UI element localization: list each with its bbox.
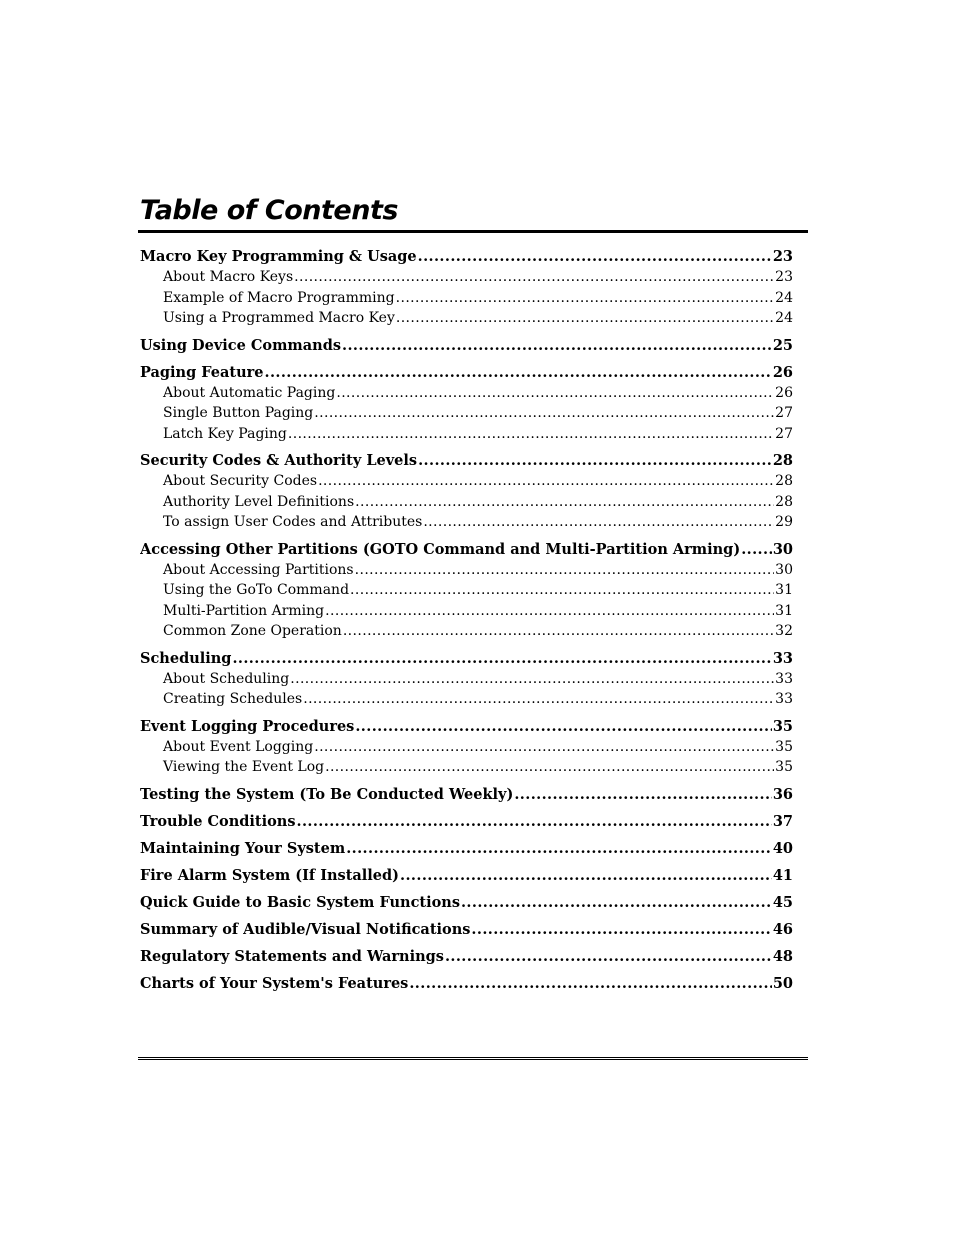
dot-leader [336, 383, 774, 404]
toc-page-number: 23 [775, 269, 793, 285]
dot-leader [355, 492, 774, 513]
toc-page-number: 33 [775, 670, 793, 687]
toc-page-number: 29 [775, 514, 793, 530]
toc-section-entry[interactable] [140, 784, 793, 805]
toc-section-label: Quick Guide to Basic System Functions [140, 893, 460, 911]
dot-leader [471, 919, 771, 940]
toc-page-number: 30 [775, 561, 793, 578]
toc-page-number: 30 [772, 540, 793, 558]
toc-subsection-entry[interactable] [140, 308, 793, 329]
dot-leader [741, 539, 772, 560]
toc-subsection-entry[interactable] [140, 383, 793, 404]
toc-subsection-entry[interactable] [140, 288, 793, 309]
table-of-contents [140, 246, 793, 994]
toc-subsection-entry[interactable] [140, 669, 793, 690]
dot-leader [325, 601, 774, 622]
toc-subsection-entry[interactable] [140, 424, 793, 445]
toc-subsection-label: Latch Key Paging [163, 425, 287, 442]
toc-page-number: 35 [775, 738, 793, 755]
toc-section-label: Accessing Other Partitions (GOTO Command and Multi-Partition Arming) [140, 540, 741, 558]
toc-subsection-entry[interactable] [140, 560, 793, 581]
toc-section-label: Macro Key Programming & Usage [140, 248, 417, 265]
toc-section-label: Paging Feature [140, 363, 264, 381]
toc-page-number: 26 [775, 384, 793, 401]
dot-leader [355, 560, 775, 581]
dot-leader [232, 648, 771, 669]
toc-section-label: Fire Alarm System (If Installed) [140, 866, 400, 884]
toc-page-number: 25 [772, 336, 793, 354]
toc-section-label: Maintaining Your System [140, 839, 346, 857]
toc-section-entry[interactable] [140, 973, 793, 994]
toc-section-entry[interactable] [140, 246, 793, 267]
toc-page-number: 28 [775, 473, 793, 489]
dot-leader [314, 737, 774, 758]
dot-leader [318, 471, 774, 492]
toc-subsection-label: About Security Codes [163, 473, 318, 489]
page-title: Table of Contents [140, 195, 398, 226]
dot-leader [265, 362, 772, 383]
dot-leader [343, 621, 774, 642]
dot-leader [346, 838, 772, 859]
toc-page-number: 27 [775, 425, 793, 442]
toc-page-number: 45 [772, 893, 793, 911]
toc-subsection-label: About Event Logging [163, 738, 314, 755]
toc-section-label: Summary of Audible/Visual Notifications [140, 920, 471, 938]
toc-page-number: 35 [775, 759, 793, 775]
footer-rule [138, 1057, 808, 1060]
toc-section-label: Testing the System (To Be Conducted Weekly) [140, 785, 514, 803]
toc-subsection-label: Authority Level Definitions [163, 493, 355, 510]
toc-subsection-label: Example of Macro Programming [163, 289, 395, 306]
dot-leader [303, 689, 774, 710]
toc-subsection-label: Creating Schedules [163, 691, 303, 707]
toc-page-number: 35 [772, 717, 793, 735]
toc-subsection-label: Common Zone Operation [163, 623, 342, 639]
dot-leader [355, 716, 771, 737]
dot-leader [290, 669, 774, 690]
toc-section-entry[interactable] [140, 838, 793, 859]
dot-leader [418, 246, 772, 267]
toc-subsection-entry[interactable] [140, 601, 793, 622]
toc-page-number: 33 [775, 691, 793, 707]
toc-page-number: 28 [775, 493, 793, 510]
toc-section-label: Scheduling [140, 649, 232, 667]
toc-section-entry[interactable] [140, 865, 793, 886]
toc-page-number: 46 [772, 920, 793, 938]
toc-page-number: 37 [772, 812, 793, 830]
toc-subsection-label: About Automatic Paging [163, 384, 336, 401]
toc-subsection-entry[interactable] [140, 471, 793, 492]
toc-subsection-label: Using a Programmed Macro Key [163, 310, 395, 326]
toc-subsection-label: Using the GoTo Command [163, 582, 350, 598]
dot-leader [325, 757, 774, 778]
toc-page-number: 31 [775, 602, 793, 619]
dot-leader [461, 892, 772, 913]
toc-subsection-entry[interactable] [140, 403, 793, 424]
dot-leader [288, 424, 774, 445]
toc-page-number: 31 [775, 582, 793, 598]
toc-subsection-entry[interactable] [140, 580, 793, 601]
toc-page-number: 50 [772, 974, 793, 992]
title-rule [138, 230, 808, 233]
dot-leader [418, 450, 772, 471]
dot-leader [297, 811, 772, 832]
dot-leader [396, 308, 774, 329]
toc-section-label: Regulatory Statements and Warnings [140, 947, 444, 965]
toc-page-number: 33 [772, 649, 793, 667]
toc-subsection-label: About Macro Keys [163, 269, 294, 285]
toc-subsection-label: To assign User Codes and Attributes [163, 514, 423, 530]
toc-section-label: Security Codes & Authority Levels [140, 452, 418, 469]
toc-section-entry[interactable] [140, 811, 793, 832]
toc-page-number: 48 [772, 947, 793, 965]
toc-page-number: 24 [775, 289, 793, 306]
toc-subsection-entry[interactable] [140, 621, 793, 642]
dot-leader [350, 580, 774, 601]
dot-leader [396, 288, 775, 309]
toc-section-label: Charts of Your System's Features [140, 974, 409, 992]
toc-page-number: 27 [775, 405, 793, 421]
dot-leader [400, 865, 772, 886]
dot-leader [445, 946, 772, 967]
toc-subsection-label: Viewing the Event Log [163, 759, 325, 775]
dot-leader [342, 335, 772, 356]
dot-leader [409, 973, 771, 994]
dot-leader [423, 512, 774, 533]
dot-leader [314, 403, 774, 424]
toc-subsection-entry[interactable] [140, 737, 793, 758]
toc-page-number: 36 [772, 785, 793, 803]
toc-page-number: 26 [772, 363, 793, 381]
toc-page-number: 23 [772, 248, 793, 265]
toc-subsection-entry[interactable] [140, 757, 793, 778]
toc-section-entry[interactable] [140, 919, 793, 940]
toc-subsection-label: About Accessing Partitions [163, 561, 354, 578]
toc-subsection-entry[interactable] [140, 512, 793, 533]
toc-section-label: Event Logging Procedures [140, 717, 355, 735]
toc-section-entry[interactable] [140, 450, 793, 471]
toc-subsection-label: About Scheduling [163, 670, 290, 687]
toc-subsection-entry[interactable] [140, 267, 793, 288]
toc-section-entry[interactable] [140, 539, 793, 560]
toc-section-entry[interactable] [140, 335, 793, 356]
toc-section-entry[interactable] [140, 892, 793, 913]
toc-page-number: 32 [775, 623, 793, 639]
dot-leader [294, 267, 774, 288]
toc-section-label: Using Device Commands [140, 336, 342, 354]
toc-page-number: 40 [772, 839, 793, 857]
toc-page-number: 28 [772, 452, 793, 469]
toc-subsection-label: Multi-Partition Arming [163, 602, 325, 619]
toc-subsection-entry[interactable] [140, 492, 793, 513]
dot-leader [514, 784, 771, 805]
toc-page-number: 24 [775, 310, 793, 326]
toc-section-entry[interactable] [140, 946, 793, 967]
toc-section-entry[interactable] [140, 716, 793, 737]
toc-section-label: Trouble Conditions [140, 812, 296, 830]
toc-subsection-entry[interactable] [140, 689, 793, 710]
toc-page-number: 41 [772, 866, 793, 884]
toc-section-entry[interactable] [140, 362, 793, 383]
toc-section-entry[interactable] [140, 648, 793, 669]
toc-subsection-label: Single Button Paging [163, 405, 314, 421]
